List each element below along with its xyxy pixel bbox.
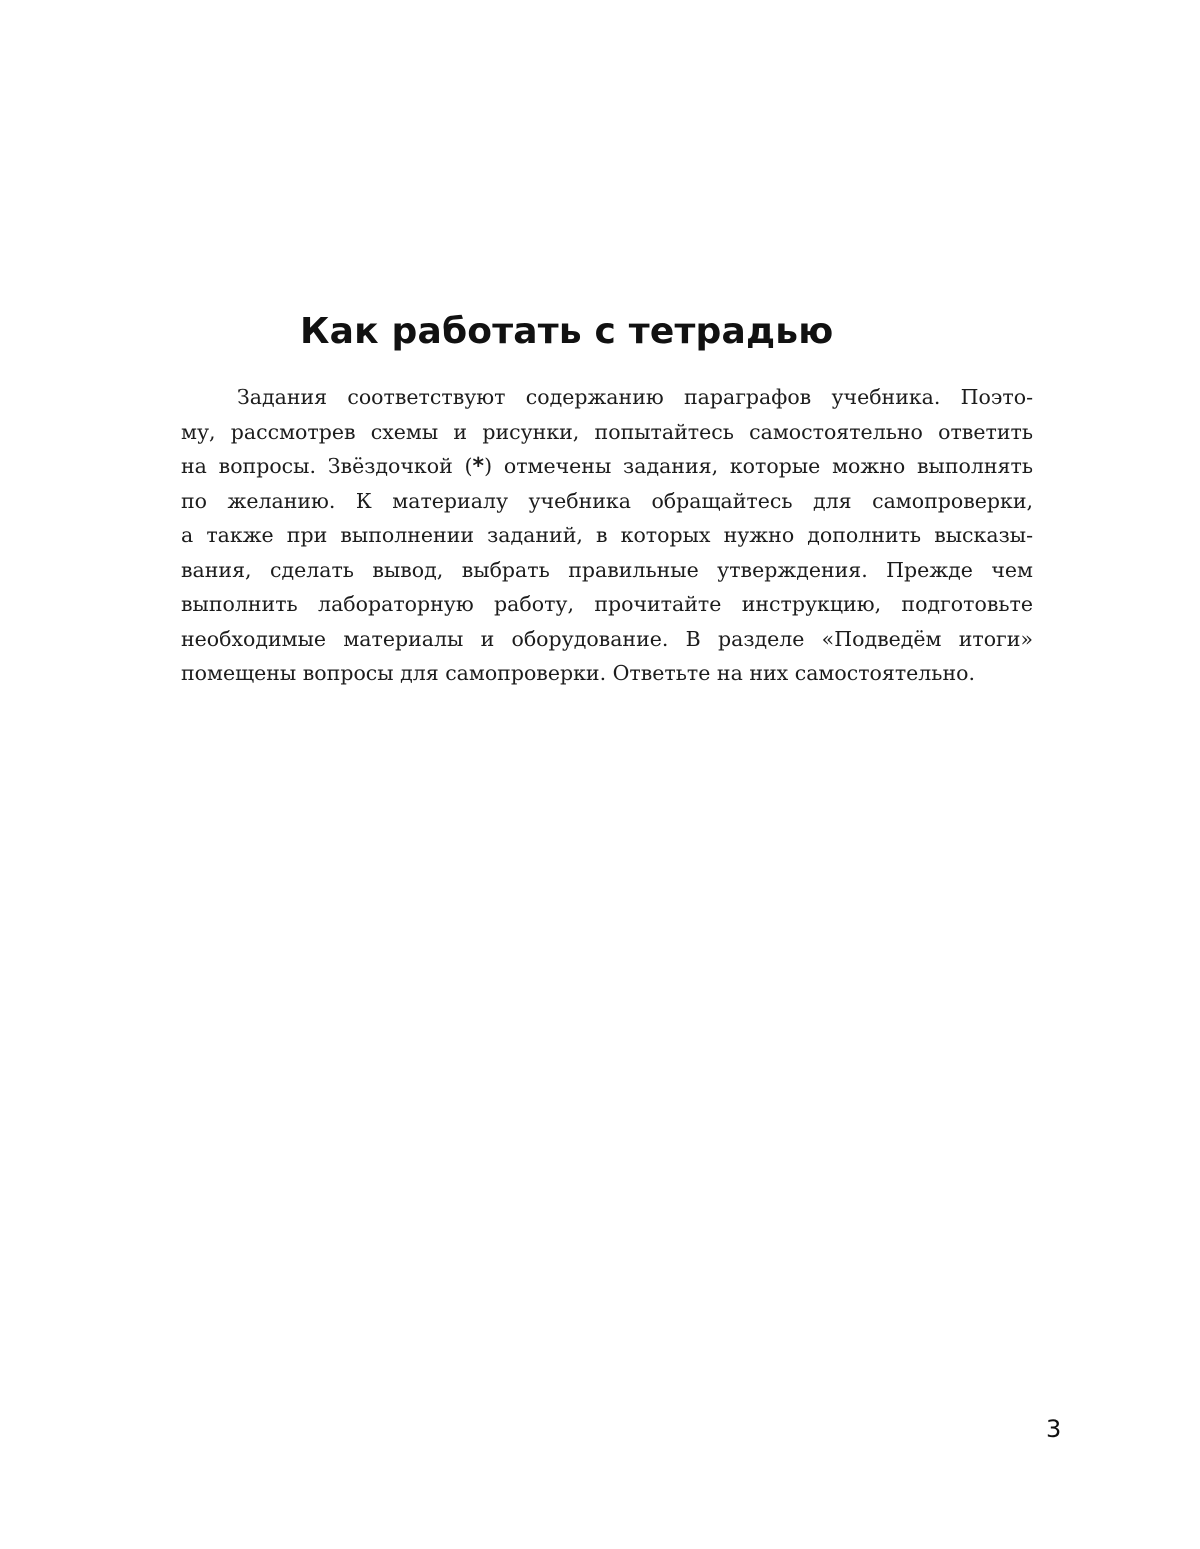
paragraph-line: Задания соответствуют содержанию параграфов учебника. Поэто-	[237, 385, 1033, 409]
paragraph-line: помещены вопросы для самопроверки. Ответьте на них самостоятельно.	[181, 661, 975, 685]
paragraph-line	[181, 449, 1033, 484]
paragraph-line-part: ) отмечены задания, которые можно выполнять	[484, 454, 1033, 478]
paragraph-line-part: на вопросы. Звёздочкой (	[181, 454, 473, 478]
paragraph-line: а также при выполнении заданий, в которых нужно дополнить высказы-	[181, 523, 1033, 547]
page-title: Как работать с тетрадью	[300, 311, 834, 352]
page-number: 3	[1046, 1415, 1062, 1443]
asterisk-marker: *	[472, 454, 485, 479]
paragraph-line: по желанию. К материалу учебника обращайтесь для самопроверки,	[181, 488, 1033, 513]
paragraph-line: му, рассмотрев схемы и рисунки, попытайтесь самостоятельно ответить	[181, 419, 1033, 444]
paragraph-line: выполнить лабораторную работу, прочитайте инструкцию, подготовьте	[181, 592, 1033, 616]
paragraph-line: вания, сделать вывод, выбрать правильные утверждения. Прежде чем	[181, 557, 1033, 582]
instructions-paragraph	[181, 380, 1033, 691]
paragraph-line: необходимые материалы и оборудование. В разделе «Подведём итоги»	[181, 626, 1033, 651]
